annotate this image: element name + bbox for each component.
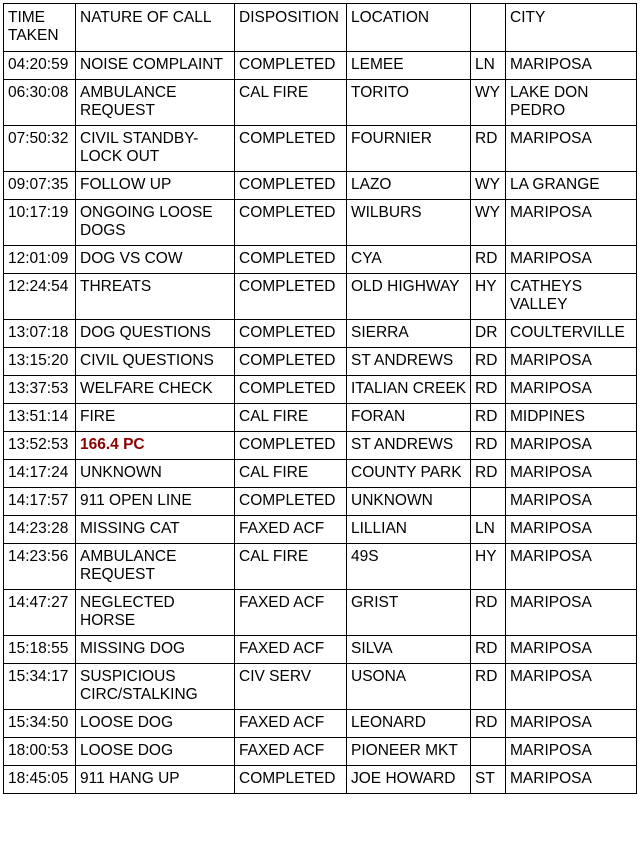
cell-nature-of-call: LOOSE DOG: [76, 738, 235, 766]
cell-location: OLD HIGHWAY: [347, 274, 471, 320]
cell-time: 13:51:14: [4, 404, 76, 432]
cell-disposition: CAL FIRE: [235, 460, 347, 488]
cell-nature-of-call: THREATS: [76, 274, 235, 320]
table-row: [4, 544, 637, 590]
cell-street-type: RD: [471, 664, 506, 710]
cell-street-type: RD: [471, 126, 506, 172]
cell-location: CYA: [347, 246, 471, 274]
cell-time: 12:01:09: [4, 246, 76, 274]
cell-time: 18:00:53: [4, 738, 76, 766]
cell-street-type: RD: [471, 710, 506, 738]
cell-disposition: COMPLETED: [235, 320, 347, 348]
cell-location: UNKNOWN: [347, 488, 471, 516]
cell-nature-of-call: FOLLOW UP: [76, 172, 235, 200]
cell-location: 49S: [347, 544, 471, 590]
cell-location: FOURNIER: [347, 126, 471, 172]
cell-nature-of-call: CIVIL QUESTIONS: [76, 348, 235, 376]
cell-disposition: COMPLETED: [235, 52, 347, 80]
cell-city: LAKE DON PEDRO: [506, 80, 637, 126]
cell-city: MARIPOSA: [506, 376, 637, 404]
cell-city: MARIPOSA: [506, 664, 637, 710]
cell-street-type: RD: [471, 404, 506, 432]
cell-street-type: LN: [471, 52, 506, 80]
header-street-type: [471, 4, 506, 52]
cell-street-type: DR: [471, 320, 506, 348]
cell-nature-of-call: ONGOING LOOSE DOGS: [76, 200, 235, 246]
cell-time: 15:18:55: [4, 636, 76, 664]
cell-time: 12:24:54: [4, 274, 76, 320]
table-row: [4, 710, 637, 738]
cell-street-type: ST: [471, 766, 506, 794]
cell-time: 14:17:57: [4, 488, 76, 516]
cell-street-type: RD: [471, 636, 506, 664]
cell-disposition: CAL FIRE: [235, 544, 347, 590]
cell-street-type: RD: [471, 376, 506, 404]
table-row: [4, 488, 637, 516]
cell-nature-of-call: SUSPICIOUS CIRC/STALKING: [76, 664, 235, 710]
header-nature-of-call: NATURE OF CALL: [76, 4, 235, 52]
call-log-body: [4, 52, 637, 794]
cell-location: TORITO: [347, 80, 471, 126]
header-row: [4, 4, 637, 52]
cell-street-type: RD: [471, 348, 506, 376]
table-row: [4, 766, 637, 794]
cell-disposition: COMPLETED: [235, 200, 347, 246]
cell-city: MARIPOSA: [506, 432, 637, 460]
call-log-table: [3, 3, 637, 794]
cell-city: MARIPOSA: [506, 52, 637, 80]
table-row: [4, 664, 637, 710]
cell-location: ST ANDREWS: [347, 432, 471, 460]
cell-disposition: COMPLETED: [235, 488, 347, 516]
cell-disposition: CAL FIRE: [235, 80, 347, 126]
cell-city: MARIPOSA: [506, 590, 637, 636]
cell-location: ITALIAN CREEK: [347, 376, 471, 404]
cell-city: MARIPOSA: [506, 738, 637, 766]
table-row: [4, 200, 637, 246]
cell-nature-of-call: MISSING CAT: [76, 516, 235, 544]
cell-street-type: RD: [471, 460, 506, 488]
cell-time: 06:30:08: [4, 80, 76, 126]
cell-street-type: WY: [471, 200, 506, 246]
cell-nature-of-call: 911 OPEN LINE: [76, 488, 235, 516]
cell-nature-of-call: DOG QUESTIONS: [76, 320, 235, 348]
header-location: LOCATION: [347, 4, 471, 52]
cell-disposition: COMPLETED: [235, 348, 347, 376]
cell-location: GRIST: [347, 590, 471, 636]
cell-disposition: COMPLETED: [235, 126, 347, 172]
cell-street-type: RD: [471, 590, 506, 636]
table-row: [4, 738, 637, 766]
cell-location: LAZO: [347, 172, 471, 200]
cell-disposition: COMPLETED: [235, 246, 347, 274]
table-row: [4, 172, 637, 200]
cell-location: WILBURS: [347, 200, 471, 246]
cell-nature-of-call: NOISE COMPLAINT: [76, 52, 235, 80]
cell-disposition: COMPLETED: [235, 432, 347, 460]
table-row: [4, 274, 637, 320]
table-row: [4, 376, 637, 404]
cell-nature-of-call: AMBULANCE REQUEST: [76, 544, 235, 590]
cell-disposition: FAXED ACF: [235, 738, 347, 766]
table-row: [4, 636, 637, 664]
cell-city: MARIPOSA: [506, 246, 637, 274]
cell-time: 10:17:19: [4, 200, 76, 246]
cell-city: MARIPOSA: [506, 200, 637, 246]
header-city: CITY: [506, 4, 637, 52]
cell-city: LA GRANGE: [506, 172, 637, 200]
cell-disposition: FAXED ACF: [235, 590, 347, 636]
cell-street-type: WY: [471, 172, 506, 200]
cell-street-type: [471, 488, 506, 516]
cell-time: 15:34:17: [4, 664, 76, 710]
cell-nature-of-call: WELFARE CHECK: [76, 376, 235, 404]
cell-city: COULTERVILLE: [506, 320, 637, 348]
cell-city: MARIPOSA: [506, 126, 637, 172]
cell-nature-of-call: AMBULANCE REQUEST: [76, 80, 235, 126]
cell-city: MARIPOSA: [506, 636, 637, 664]
cell-location: LEMEE: [347, 52, 471, 80]
cell-time: 09:07:35: [4, 172, 76, 200]
cell-time: 13:52:53: [4, 432, 76, 460]
cell-city: MARIPOSA: [506, 710, 637, 738]
cell-disposition: COMPLETED: [235, 376, 347, 404]
table-row: [4, 516, 637, 544]
table-row: [4, 320, 637, 348]
cell-disposition: COMPLETED: [235, 766, 347, 794]
table-row: [4, 590, 637, 636]
cell-nature-of-call: UNKNOWN: [76, 460, 235, 488]
cell-city: MARIPOSA: [506, 766, 637, 794]
cell-street-type: RD: [471, 246, 506, 274]
cell-time: 15:34:50: [4, 710, 76, 738]
cell-time: 04:20:59: [4, 52, 76, 80]
cell-nature-of-call: CIVIL STANDBY-LOCK OUT: [76, 126, 235, 172]
cell-location: SIERRA: [347, 320, 471, 348]
cell-time: 14:23:28: [4, 516, 76, 544]
cell-time: 13:07:18: [4, 320, 76, 348]
cell-location: LEONARD: [347, 710, 471, 738]
cell-disposition: FAXED ACF: [235, 516, 347, 544]
cell-nature-of-call: MISSING DOG: [76, 636, 235, 664]
table-row: [4, 126, 637, 172]
cell-nature-of-call: 911 HANG UP: [76, 766, 235, 794]
cell-time: 18:45:05: [4, 766, 76, 794]
cell-disposition: COMPLETED: [235, 274, 347, 320]
cell-location: USONA: [347, 664, 471, 710]
cell-street-type: LN: [471, 516, 506, 544]
cell-disposition: FAXED ACF: [235, 710, 347, 738]
table-row: [4, 404, 637, 432]
cell-street-type: WY: [471, 80, 506, 126]
cell-city: MIDPINES: [506, 404, 637, 432]
cell-nature-of-call: [76, 432, 235, 460]
cell-street-type: HY: [471, 274, 506, 320]
cell-nature-of-call: LOOSE DOG: [76, 710, 235, 738]
cell-nature-of-call: DOG VS COW: [76, 246, 235, 274]
cell-city: MARIPOSA: [506, 544, 637, 590]
cell-location: ST ANDREWS: [347, 348, 471, 376]
cell-street-type: RD: [471, 432, 506, 460]
cell-nature-of-call: NEGLECTED HORSE: [76, 590, 235, 636]
cell-location: LILLIAN: [347, 516, 471, 544]
header-time-taken: TIME TAKEN: [4, 4, 76, 52]
cell-location: COUNTY PARK: [347, 460, 471, 488]
cell-city: MARIPOSA: [506, 348, 637, 376]
cell-street-type: HY: [471, 544, 506, 590]
cell-time: 13:15:20: [4, 348, 76, 376]
cell-nature-of-call: FIRE: [76, 404, 235, 432]
cell-city: MARIPOSA: [506, 516, 637, 544]
table-row: [4, 348, 637, 376]
cell-time: 14:23:56: [4, 544, 76, 590]
cell-disposition: COMPLETED: [235, 172, 347, 200]
cell-city: CATHEYS VALLEY: [506, 274, 637, 320]
table-row: [4, 246, 637, 274]
table-row: [4, 432, 637, 460]
cell-time: 14:47:27: [4, 590, 76, 636]
cell-city: MARIPOSA: [506, 460, 637, 488]
cell-time: 07:50:32: [4, 126, 76, 172]
cell-location: SILVA: [347, 636, 471, 664]
cell-location: PIONEER MKT: [347, 738, 471, 766]
cell-disposition: CIV SERV: [235, 664, 347, 710]
table-row: [4, 460, 637, 488]
table-row: [4, 52, 637, 80]
table-row: [4, 80, 637, 126]
cell-location: JOE HOWARD: [347, 766, 471, 794]
cell-time: 14:17:24: [4, 460, 76, 488]
cell-disposition: FAXED ACF: [235, 636, 347, 664]
cell-time: 13:37:53: [4, 376, 76, 404]
header-disposition: DISPOSITION: [235, 4, 347, 52]
cell-street-type: [471, 738, 506, 766]
cell-disposition: CAL FIRE: [235, 404, 347, 432]
highlighted-call-text: 166.4 PC: [80, 436, 145, 453]
cell-city: MARIPOSA: [506, 488, 637, 516]
cell-location: FORAN: [347, 404, 471, 432]
